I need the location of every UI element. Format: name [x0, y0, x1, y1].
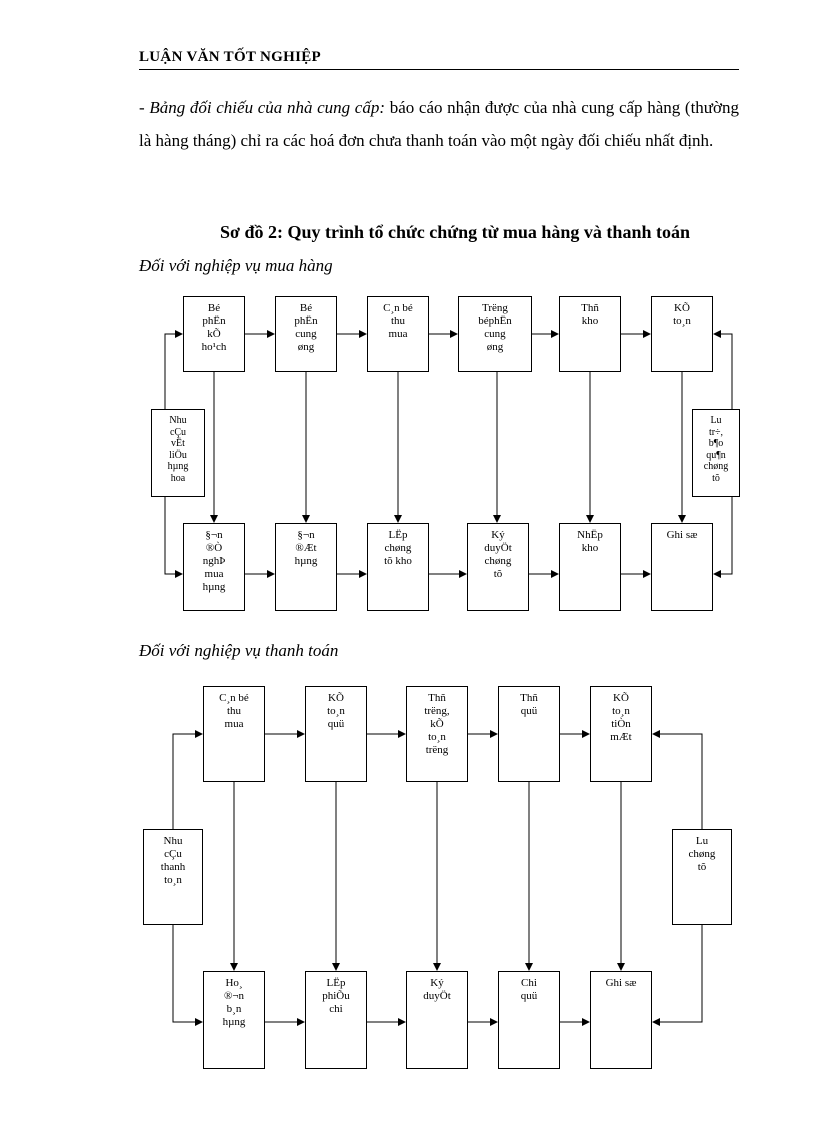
s2-right-loop-up [653, 734, 702, 829]
s2-bottom-box-5: Ghi sæ [590, 971, 652, 1069]
s2-right-loop-down [653, 925, 702, 1022]
s1-bottom-box-5: NhËp kho [559, 523, 621, 611]
s2-top-box-2: KÕ to¸n quü [305, 686, 367, 782]
s1-top-box-2: Bé phËn cung øng [275, 296, 337, 372]
paragraph-lead: - Bảng đối chiếu của nhà cung cấp: [139, 98, 386, 117]
s2-top-box-3: Thñ trëng, kÕ to¸n trëng [406, 686, 468, 782]
s1-bottom-box-6: Ghi sæ [651, 523, 713, 611]
s2-top-box-4: Thñ quü [498, 686, 560, 782]
s1-left-loop-up [165, 334, 182, 409]
s2-bottom-box-3: Ký duyÖt [406, 971, 468, 1069]
s1-top-box-1: Bé phËn kÕ ho¹ch [183, 296, 245, 372]
s2-right-note: Lu chøng tõ [672, 829, 732, 925]
s1-bottom-box-2: §¬n ®Æt hµng [275, 523, 337, 611]
s2-bottom-box-1: Ho¸ ®¬n b¸n hµng [203, 971, 265, 1069]
s1-right-note: Lu tr÷, b¶o qu¶n chøng tõ [692, 409, 740, 497]
s1-bottom-box-4: Ký duyÖt chøng tõ [467, 523, 529, 611]
s1-left-loop-down [165, 497, 182, 574]
s1-top-box-5: Thñ kho [559, 296, 621, 372]
section1-title: Đối với nghiệp vụ mua hàng [139, 256, 333, 275]
s2-top-box-1: C¸n bé thu mua [203, 686, 265, 782]
s2-bottom-box-4: Chi quü [498, 971, 560, 1069]
s2-top-box-5: KÕ to¸n tiÒn mÆt [590, 686, 652, 782]
s1-top-box-3: C¸n bé thu mua [367, 296, 429, 372]
s2-left-note: Nhu cÇu thanh to¸n [143, 829, 203, 925]
s1-top-box-6: KÕ to¸n [651, 296, 713, 372]
s1-bottom-box-1: §¬n ®Ò nghÞ mua hµng [183, 523, 245, 611]
s1-right-loop-up [714, 334, 732, 409]
s2-bottom-box-2: LËp phiÕu chi [305, 971, 367, 1069]
section2-title: Đối với nghiệp vụ thanh toán [139, 641, 339, 660]
s1-bottom-box-3: LËp chøng tõ kho [367, 523, 429, 611]
s1-right-loop-down [714, 497, 732, 574]
s2-left-loop-down [173, 925, 202, 1022]
s2-left-loop-up [173, 734, 202, 829]
s1-top-box-4: Trëng béphËn cung øng [458, 296, 532, 372]
header-title: LUẬN VĂN TỐT NGHIỆP [139, 49, 321, 65]
diagram-title: Sơ đồ 2: Quy trình tổ chức chứng từ mua hàng và thanh toán [220, 222, 690, 242]
paragraph-text: báo cáo nhận được của nhà cung cấp hàng (thường là hàng tháng) chỉ ra các hoá đơn chưa thanh toán vào một ngày đối chiếu nhất định. [139, 98, 739, 150]
s1-left-note: Nhu cÇu vËt liÖu hµng hoa [151, 409, 205, 497]
